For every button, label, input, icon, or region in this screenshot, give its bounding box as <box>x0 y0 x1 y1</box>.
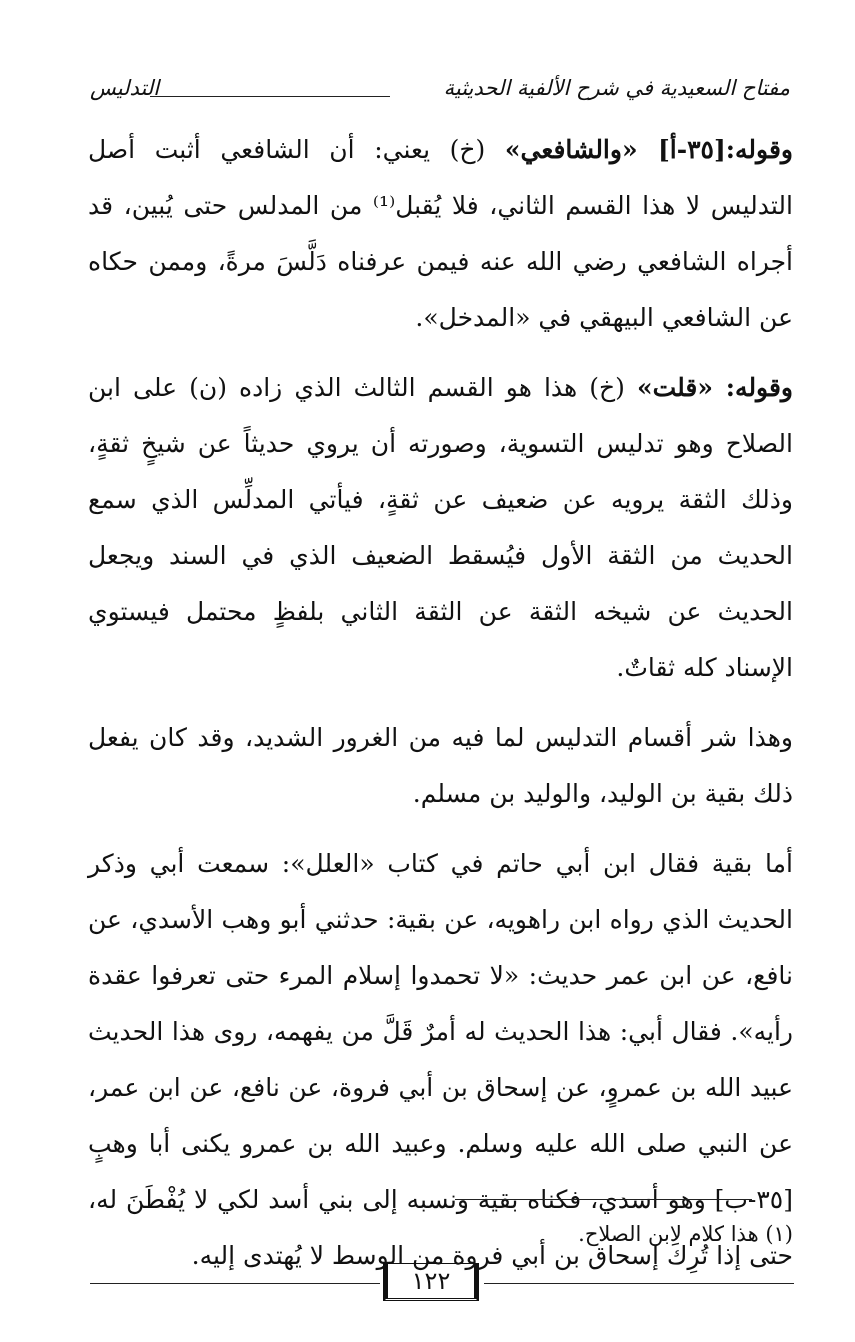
paragraph-4 <box>88 836 793 1284</box>
footer-rule-left <box>90 1283 380 1284</box>
paragraph-1-lead: وقوله:[٣٥-أ] «والشافعي» <box>504 135 793 164</box>
paragraph-2-text: (خ) هذا هو القسم الثالث الذي زاده (ن) على ابن الصلاح وهو تدليس التسوية، وصورته أن يروي حديثاً عن شيخٍ ثقةٍ، وذلك الثقة يرويه عن ضعيف عن ثقةٍ، فيأتي المدلِّس الذي سمع الحديث من الثقة الأول فيُسقط الضعيف الذي في السند ويجعل الحديث عن شيخه الثقة عن الثقة الثاني بلفظٍ محتمل فيستوي الإسناد كله ثقاتٌ. <box>88 373 793 682</box>
paragraph-1-text: (خ) يعني: أن الشافعي أثبت أصل التدليس لا هذا القسم الثاني، فلا يُقبل⁽¹⁾ من المدلس حتى يُبين، قد أجراه الشافعي رضي الله عنه فيمن عرفناه دَلَّسَ مرةً، وممن حكاه عن الشافعي البيهقي في «المدخل». <box>88 135 793 332</box>
paragraph-4-text: أما بقية فقال ابن أبي حاتم في كتاب «العلل»: سمعت أبي وذكر الحديث الذي رواه ابن راهويه، عن بقية: حدثني أبو وهب الأسدي، عن نافع، عن ابن عمر حديث: «لا تحمدوا إسلام المرء حتى تعرفوا عقدة رأيه». فقال أبي: هذا الحديث له أمرٌ قَلَّ من يفهمه، روى هذا الحديث عبيد الله بن عمروٍ، عن إسحاق بن أبي فروة، عن نافع، عن ابن عمر، عن النبي صلى الله عليه وسلم. وعبيد الله بن عمرو يكنى أبا وهبٍ [٣٥-ب] وهو أسدي، فكناه بقية ونسبه إلى بني أسد لكي لا يُفْطَنَ له، حتى إذا تُرِكَ إسحاق بن أبي فروة من الوسط لا يُهتدى إليه. <box>88 849 793 1270</box>
paragraph-3-text: وهذا شر أقسام التدليس لما فيه من الغرور الشديد، وقد كان يفعل ذلك بقية بن الوليد، والوليد بن مسلم. <box>88 723 793 808</box>
footnote: (١) هذا كلام لابن الصلاح. <box>578 1222 793 1246</box>
paragraph-3 <box>88 710 793 822</box>
header-rule <box>150 96 390 97</box>
page-number: ١٢٢ <box>411 1267 451 1295</box>
running-header <box>90 70 790 110</box>
footnote-rule <box>455 1199 752 1200</box>
main-text <box>88 122 793 1294</box>
paragraph-1 <box>88 122 793 346</box>
paragraph-2-lead: وقوله: «قلت» <box>636 373 793 402</box>
book-title: مفتاح السعيدية في شرح الألفية الحديثية <box>443 76 790 100</box>
page-number-frame <box>383 1263 479 1301</box>
footer-rule-right <box>484 1283 794 1284</box>
chapter-title: التدليس <box>90 76 160 100</box>
paragraph-2 <box>88 360 793 696</box>
